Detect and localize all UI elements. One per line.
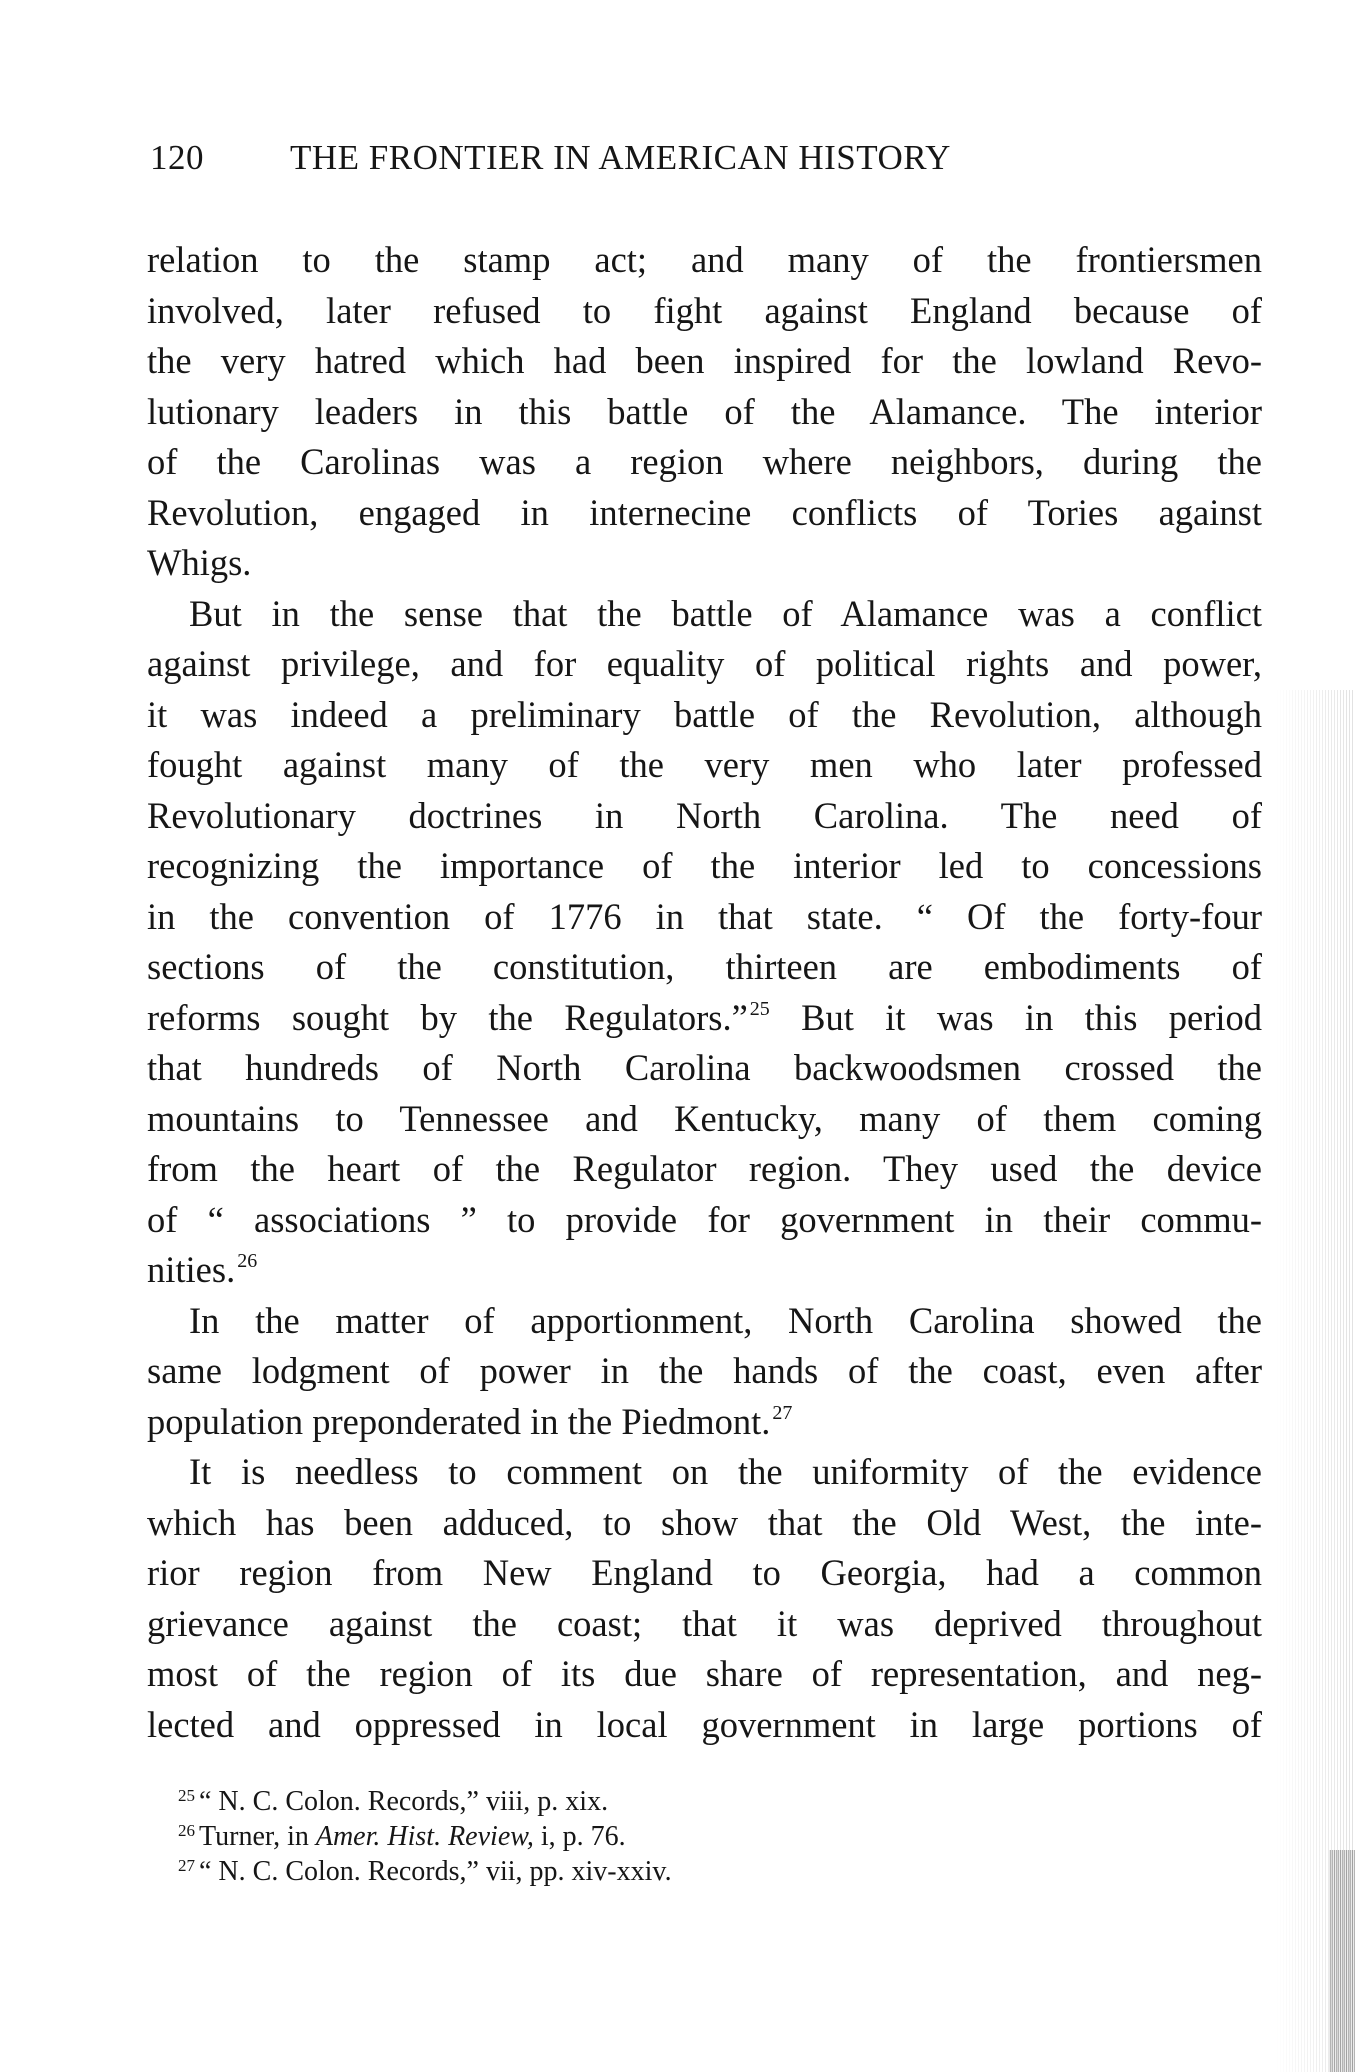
running-header (150, 138, 1260, 188)
footnote-text: “ N. C. Colon. Records,” viii, p. xix. (199, 1786, 609, 1817)
text-line: which has been adduced, to show that the Old West, the inte- (147, 1501, 1262, 1543)
line-text: reforms sought by the Regulators.” (147, 996, 748, 1038)
text-line: involved, later refused to fight against England because of (147, 289, 1262, 331)
text-line: of the Carolinas was a region where neighbors, during the (147, 441, 1262, 482)
text-line: rior region from New England to Georgia, had a common (147, 1552, 1262, 1593)
text-line: of “ associations ” to provide for government in their commu- (147, 1198, 1262, 1240)
text-line: recognizing the importance of the interior led to concessions (147, 845, 1262, 886)
footnote-text: i, p. 76. (533, 1821, 626, 1852)
footnote-text: Turner, in (199, 1821, 316, 1852)
line-text: nities. (147, 1249, 236, 1290)
text-line: from the heart of the Regulator region. They used the device (147, 1148, 1262, 1189)
text-line: lutionary leaders in this battle of the Alamance. The interior (147, 390, 1262, 432)
text-line: sections of the constitution, thirteen are embodiments of (147, 946, 1262, 987)
text-line: fought against many of the very men who later professed (147, 744, 1262, 785)
text-line: It is needless to comment on the uniformity of the evidence (189, 1451, 1262, 1492)
text-line: Revolution, engaged in internecine conflicts of Tories against (147, 491, 1262, 533)
footnote (178, 1784, 1178, 1819)
text-line: in the convention of 1776 in that state. “ Of the forty-four (147, 895, 1262, 937)
text-line: relation to the stamp act; and many of the frontiersmen (147, 239, 1262, 280)
footnote-number: 27 (178, 1856, 195, 1875)
footnote-text: “ N. C. Colon. Records,” vii, pp. xiv-xxiv. (199, 1856, 672, 1887)
text-line: But in the sense that the battle of Alamance was a conflict (189, 592, 1262, 634)
text-line: the very hatred which had been inspired for the lowland Revo- (147, 340, 1262, 381)
text-line: Whigs. (147, 542, 252, 583)
footnotes (178, 1784, 1178, 1889)
line-text: But it was in this period (769, 996, 1262, 1038)
text-line (147, 993, 1262, 1044)
text-line: it was indeed a preliminary battle of the Revolution, although (147, 693, 1262, 735)
text-line: In the matter of apportionment, North Carolina showed the (189, 1299, 1262, 1341)
text-line: most of the region of its due share of representation, and neg- (147, 1653, 1262, 1694)
footnote-reference: 27 (772, 1401, 793, 1424)
footnote-number: 26 (178, 1821, 195, 1840)
footnote (178, 1819, 1178, 1854)
page-edge-shadow (1329, 1850, 1355, 2072)
text-line (147, 1245, 1262, 1296)
body-text (147, 235, 1262, 1750)
footnote (178, 1854, 1178, 1889)
line-text: population preponderated in the Piedmont. (147, 1400, 771, 1442)
footnote-number: 25 (178, 1786, 195, 1805)
text-line: Revolutionary doctrines in North Carolina. The need of (147, 794, 1262, 836)
text-line: lected and oppressed in local government in large portions of (147, 1703, 1262, 1745)
text-line: that hundreds of North Carolina backwoodsmen crossed the (147, 1047, 1262, 1088)
text-line: grievance against the coast; that it was deprived throughout (147, 1602, 1262, 1644)
text-line: against privilege, and for equality of political rights and power, (147, 643, 1262, 684)
text-line: mountains to Tennessee and Kentucky, many of them coming (147, 1097, 1262, 1139)
text-line: same lodgment of power in the hands of the coast, even after (147, 1350, 1262, 1391)
footnote-reference: 25 (749, 997, 770, 1020)
text-line (147, 1397, 1262, 1448)
running-title: THE FRONTIER IN AMERICAN HISTORY (290, 138, 951, 177)
footnote-journal-title: Amer. Hist. Review, (315, 1821, 534, 1852)
footnote-reference: 26 (237, 1250, 258, 1272)
page-number: 120 (150, 138, 204, 177)
